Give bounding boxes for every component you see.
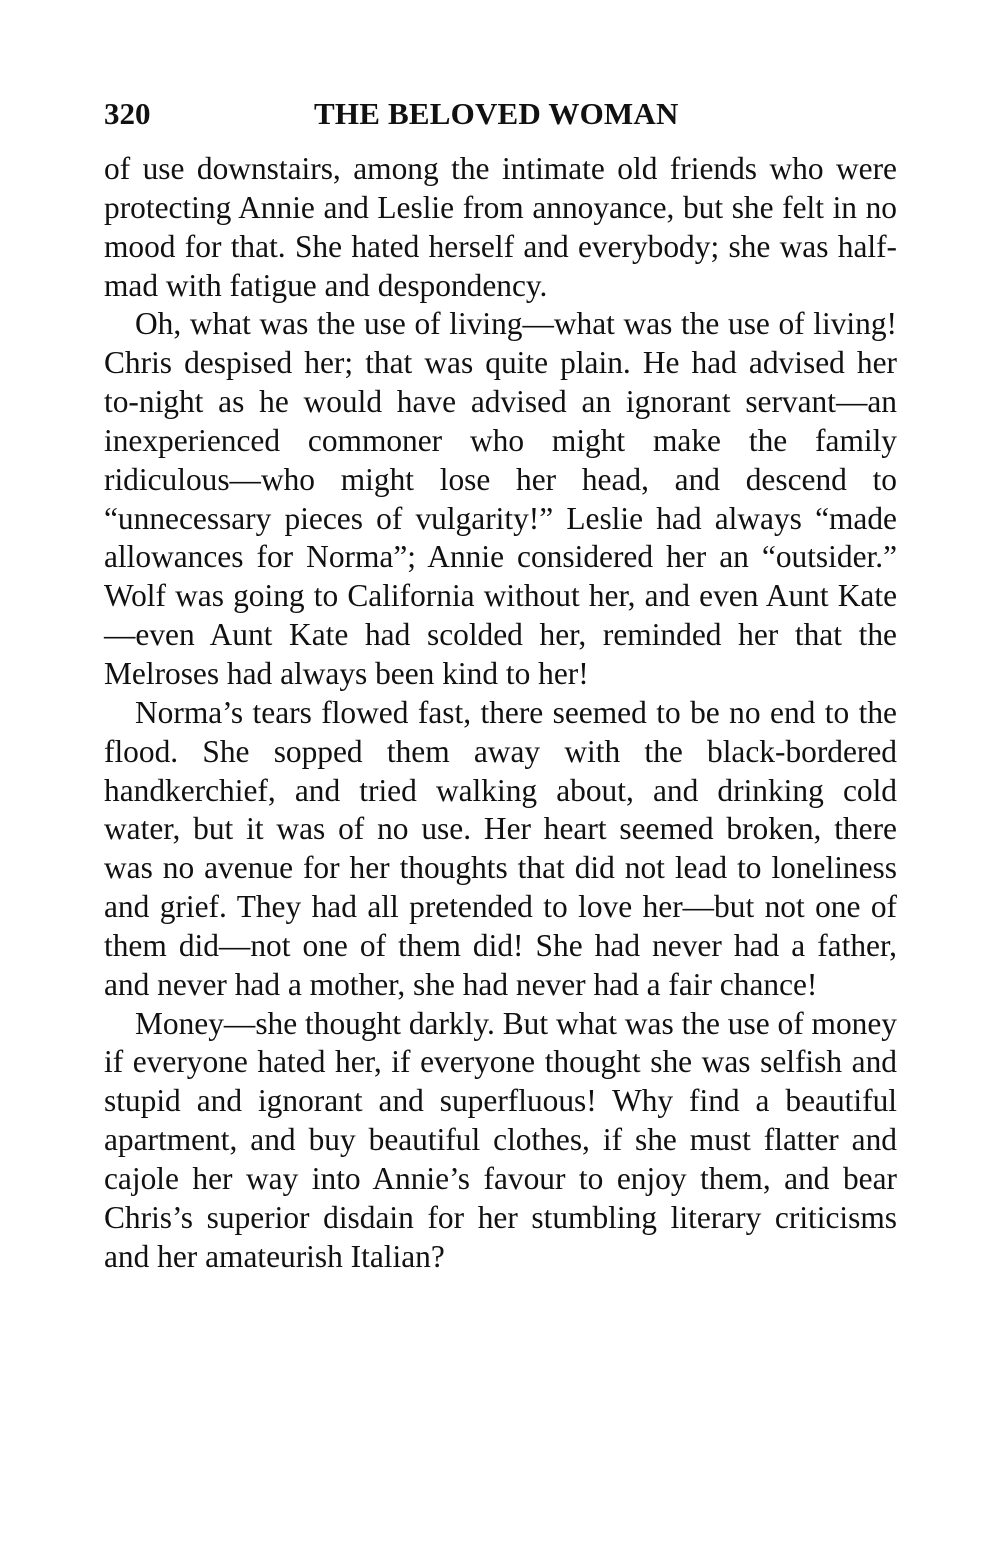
page-number: 320 xyxy=(104,96,151,131)
running-header xyxy=(104,92,897,136)
paragraph-continued: of use downstairs, among the intimate old friends who were protecting Annie and Leslie from annoyance, but she felt in no mood for that. She hated herself and everybody; she was half-mad with fatigue and despondency. xyxy=(104,151,897,303)
paragraph: Money—she thought darkly. But what was the use of money if everyone hated her, if everyone thought she was selfish and stupid and ignorant and superfluous! Why find a beautiful apartment, and buy beautiful clothes, if she must flatter and cajole her way into Annie’s favour to enjoy them, and bear Chris’s superior disdain for her stumbling literary criticisms and her amateurish Italian? xyxy=(104,1005,897,1274)
running-title: THE BELOVED WOMAN xyxy=(314,96,679,131)
paragraph: Oh, what was the use of living—what was the use of living! Chris despised her; that was quite plain. He had advised her to-night as he would have advised an ignorant servant—an inexperienced commoner who might make the family ridiculous—who might lose her head, and descend to “unnecessary pieces of vulgarity!” Leslie had always “made allowances for Norma”; Annie considered her an “outsider.” Wolf was going to California without her, and even Aunt Kate—even Aunt Kate had scolded her, reminded her that the Melroses had always been kind to her! xyxy=(104,306,897,691)
body-text xyxy=(104,150,897,1276)
paragraph: Norma’s tears flowed fast, there seemed to be no end to the flood. She sopped them away with the black-bordered handkerchief, and tried walking about, and drinking cold water, but it was of no use. Her heart seemed broken, there was no avenue for her thoughts that did not lead to loneliness and grief. They had all pretended to love her—but not one of them did—not one of them did! She had never had a father, and never had a mother, she had never had a fair chance! xyxy=(104,694,897,1002)
